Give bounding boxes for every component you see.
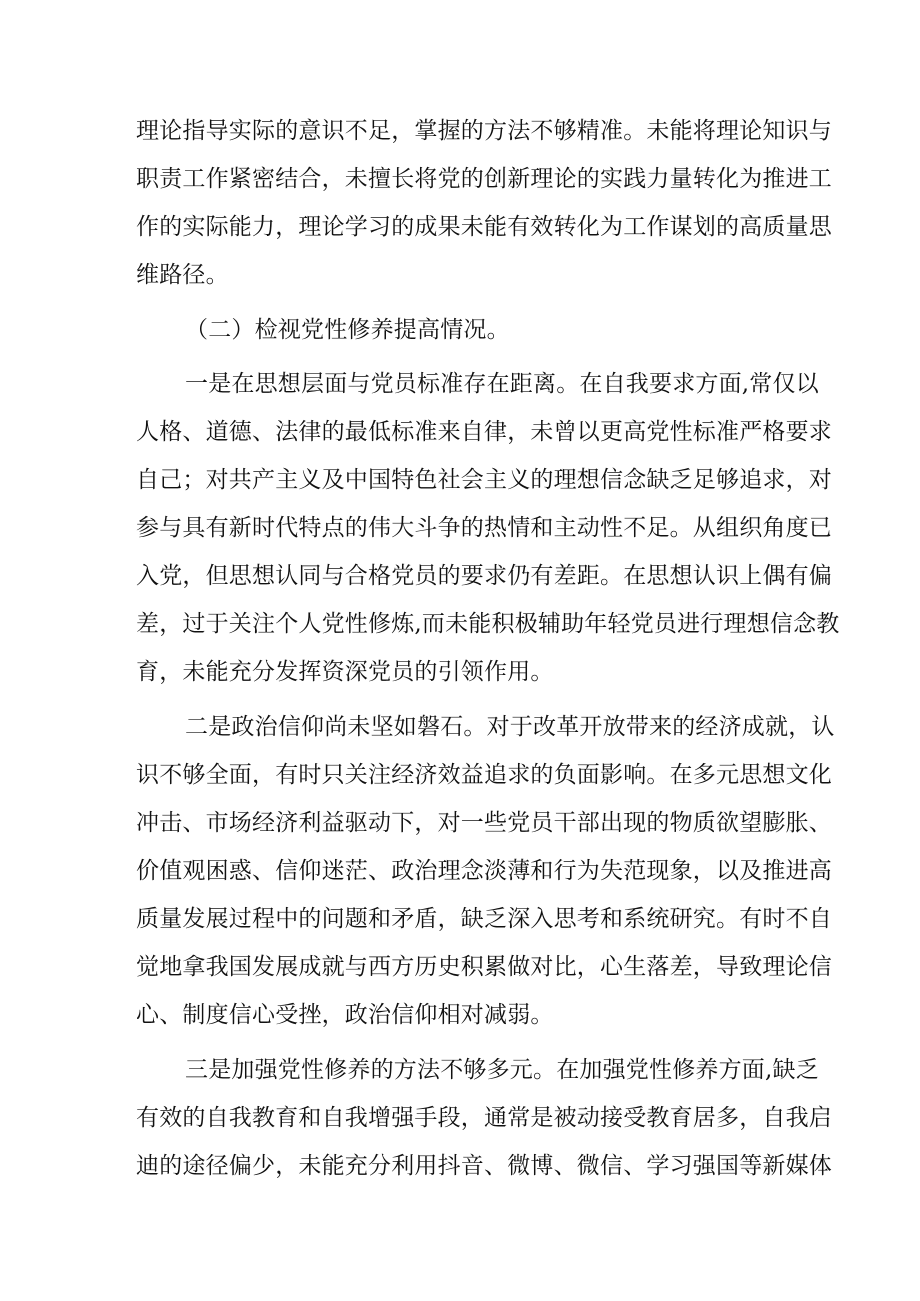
paragraph-1-line-2: 职责工作紧密结合，未擅长将党的创新理论的实践力量转化为推进工 bbox=[136, 166, 832, 192]
paragraph-1-line-4: 维路径。 bbox=[136, 262, 229, 288]
paragraph-1-line-1: 理论指导实际的意识不足，掌握的方法不够精准。未能将理论知识与 bbox=[136, 118, 832, 144]
paragraph-3-line-2: 识不够全面，有时只关注经济效益追求的负面影响。在多元思想文化 bbox=[136, 762, 832, 788]
paragraph-3-line-1: 二是政治信仰尚未坚如磐石。对于改革开放带来的经济成就，认 bbox=[185, 714, 835, 740]
paragraph-3-line-4: 价值观困惑、信仰迷茫、政治理念淡薄和行为失范现象，以及推进高 bbox=[136, 858, 832, 884]
paragraph-3-line-5: 质量发展过程中的问题和矛盾，缺乏深入思考和系统研究。有时不自 bbox=[136, 906, 832, 932]
paragraph-4-line-2: 有效的自我教育和自我增强手段，通常是被动接受教育居多，自我启 bbox=[136, 1105, 832, 1131]
paragraph-2-line-2: 人格、道德、法律的最低标准来自律，未曾以更高党性标准严格要求 bbox=[136, 419, 832, 445]
paragraph-2-line-1: 一是在思想层面与党员标准存在距离。在自我要求方面,常仅以 bbox=[185, 371, 819, 397]
paragraph-3-line-7: 心、制度信心受挫，政治信仰相对减弱。 bbox=[136, 1002, 554, 1028]
paragraph-2-line-5: 入党，但思想认同与合格党员的要求仍有差距。在思想认识上偶有偏 bbox=[136, 563, 832, 589]
paragraph-3-line-6: 觉地拿我国发展成就与西方历史积累做对比，心生落差，导致理论信 bbox=[136, 954, 832, 980]
paragraph-3-line-3: 冲击、市场经济利益驱动下，对一些党员干部出现的物质欲望膨胀、 bbox=[136, 810, 832, 836]
paragraph-2-line-4: 参与具有新时代特点的伟大斗争的热情和主动性不足。从组织角度已 bbox=[136, 515, 832, 541]
paragraph-2-line-7: 育，未能充分发挥资深党员的引领作用。 bbox=[136, 659, 554, 685]
paragraph-4-line-3: 迪的途径偏少，未能充分利用抖音、微博、微信、学习强国等新媒体 bbox=[136, 1153, 832, 1179]
section-heading: （二）检视党性修养提高情况。 bbox=[185, 317, 510, 343]
paragraph-1-line-3: 作的实际能力，理论学习的成果未能有效转化为工作谋划的高质量思 bbox=[136, 214, 832, 240]
paragraph-2-line-3: 自己；对共产主义及中国特色社会主义的理想信念缺乏足够追求，对 bbox=[136, 467, 832, 493]
paragraph-4-line-1: 三是加强党性修养的方法不够多元。在加强党性修养方面,缺乏 bbox=[185, 1057, 819, 1083]
paragraph-2-line-6: 差，过于关注个人党性修炼,而未能积极辅助年轻党员进行理想信念教 bbox=[136, 611, 840, 637]
